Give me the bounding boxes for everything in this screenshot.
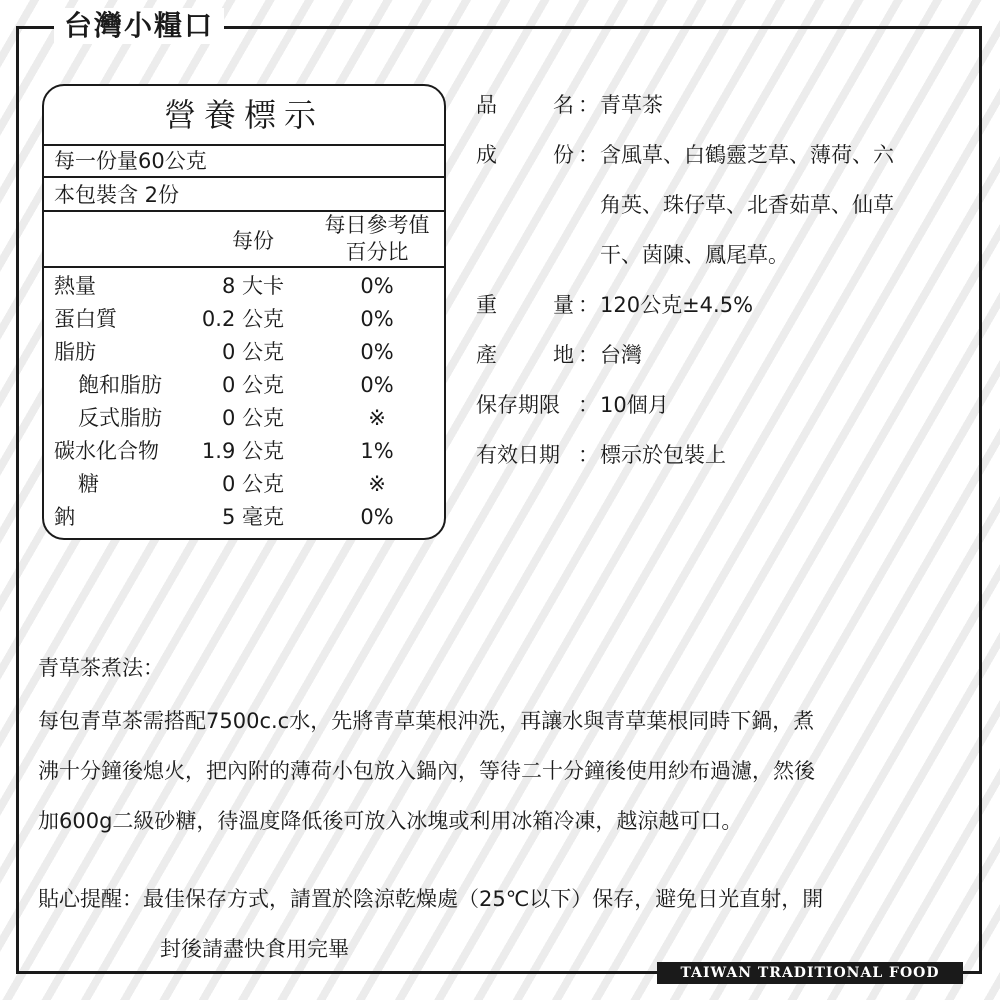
nutrient-percent: 0% [360, 373, 394, 397]
label-char: 重 [476, 293, 497, 317]
nutrition-rows [44, 270, 444, 534]
tip-line-2: 封後請盡快食用完畢 [160, 937, 349, 961]
nutrient-percent: ※ [368, 406, 386, 430]
nutrient-percent: 0% [360, 307, 394, 331]
nutrient-name: 蛋白質 [54, 307, 117, 331]
ingredients-line: 角英、珠仔草、北香茹草、仙草 [600, 193, 894, 217]
column-ref-line1: 每日參考值 [324, 213, 430, 237]
nutrient-percent: 0% [360, 340, 394, 364]
column-each: 每份 [232, 229, 274, 253]
nutrition-row [44, 336, 444, 369]
info-label [476, 80, 574, 130]
nutrient-name: 脂肪 [54, 340, 96, 364]
label-char: 產 [476, 343, 497, 367]
nutrient-value: 0 公克 [221, 406, 284, 430]
method-line: 每包青草茶需搭配7500c.c水，先將青草葉根沖洗，再讓水與青草葉根同時下鍋，煮 [38, 709, 815, 733]
nutrition-title: 營養標示 [44, 86, 444, 146]
nutrition-row [44, 402, 444, 435]
label-char: 名 [553, 93, 574, 117]
label-char: 地 [553, 343, 574, 367]
method-title: 青草茶煮法： [38, 656, 164, 680]
label-char: 成 [476, 143, 497, 167]
info-row-name [476, 80, 976, 130]
info-label [476, 330, 574, 380]
footer-tag: TAIWAN TRADITIONAL FOOD [657, 962, 963, 984]
column-daily-reference [312, 212, 442, 266]
serving-size: 每一份量60公克 [44, 144, 444, 178]
nutrition-row [44, 369, 444, 402]
tip-text: 最佳保存方式，請置於陰涼乾燥處（25℃以下）保存，避免日光直射，開 [143, 887, 824, 911]
shelf-life: 10個月 [600, 393, 669, 417]
product-origin: 台灣 [600, 343, 642, 367]
info-row-weight [476, 280, 976, 330]
nutrient-name: 反式脂肪 [78, 406, 162, 430]
label-char: 品 [476, 93, 497, 117]
nutrient-name: 熱量 [54, 274, 96, 298]
nutrition-row [44, 270, 444, 303]
column-ref-line2: 百分比 [345, 240, 409, 264]
brand-logo: 台灣小糧口 [54, 8, 224, 44]
info-row-origin [476, 330, 976, 380]
colon: ： [578, 293, 599, 317]
info-label: 保存期限 [476, 393, 560, 417]
nutrient-name: 糖 [78, 472, 99, 496]
method-body [38, 696, 968, 846]
nutrient-name: 鈉 [54, 505, 75, 529]
ingredients-line: 含風草、白鶴靈芝草、薄荷、六 [600, 143, 894, 167]
ingredients-line: 干、茵陳、鳳尾草。 [600, 243, 789, 267]
nutrient-percent: 1% [360, 439, 394, 463]
info-row-ingredients [476, 130, 976, 280]
info-label [476, 130, 574, 180]
tip-label: 貼心提醒： [38, 887, 143, 911]
colon: ： [578, 443, 599, 467]
ingredients [600, 130, 960, 280]
tip-line-1 [38, 874, 970, 924]
product-weight: 120公克±4.5% [600, 293, 754, 317]
nutrient-percent: 0% [360, 505, 394, 529]
colon: ： [578, 393, 599, 417]
info-row-expiry [476, 430, 976, 480]
nutrient-percent: ※ [368, 472, 386, 496]
colon: ： [578, 143, 599, 167]
nutrient-value: 5 毫克 [221, 505, 284, 529]
nutrient-percent: 0% [360, 274, 394, 298]
colon: ： [578, 93, 599, 117]
nutrient-value: 8 大卡 [221, 274, 284, 298]
info-row-shelf-life [476, 380, 976, 430]
nutrient-value: 0 公克 [221, 472, 284, 496]
colon: ： [578, 343, 599, 367]
nutrient-value: 0 公克 [221, 340, 284, 364]
nutrition-row [44, 435, 444, 468]
product-name: 青草茶 [600, 93, 663, 117]
product-info [476, 80, 976, 480]
nutrition-row [44, 501, 444, 534]
expiry-date: 標示於包裝上 [600, 443, 726, 467]
nutrition-facts-panel [42, 84, 446, 540]
nutrition-row [44, 468, 444, 501]
storage-tip [38, 874, 970, 974]
nutrition-header [44, 212, 444, 268]
nutrient-name: 飽和脂肪 [78, 373, 162, 397]
info-label [476, 280, 574, 330]
servings-per-pack: 本包裝含 2份 [44, 178, 444, 212]
info-label: 有效日期 [476, 443, 560, 467]
method-line: 沸十分鐘後熄火，把內附的薄荷小包放入鍋內，等待二十分鐘後使用紗布過濾，然後 [38, 759, 815, 783]
label-char: 份 [553, 143, 574, 167]
nutrient-value: 0 公克 [221, 373, 284, 397]
method-line: 加600g二級砂糖，待溫度降低後可放入冰塊或利用冰箱冷凍，越涼越可口。 [38, 809, 743, 833]
nutrient-value: 1.9 公克 [201, 439, 284, 463]
nutrient-name: 碳水化合物 [54, 439, 159, 463]
nutrition-row [44, 303, 444, 336]
label-char: 量 [553, 293, 574, 317]
nutrient-value: 0.2 公克 [201, 307, 284, 331]
